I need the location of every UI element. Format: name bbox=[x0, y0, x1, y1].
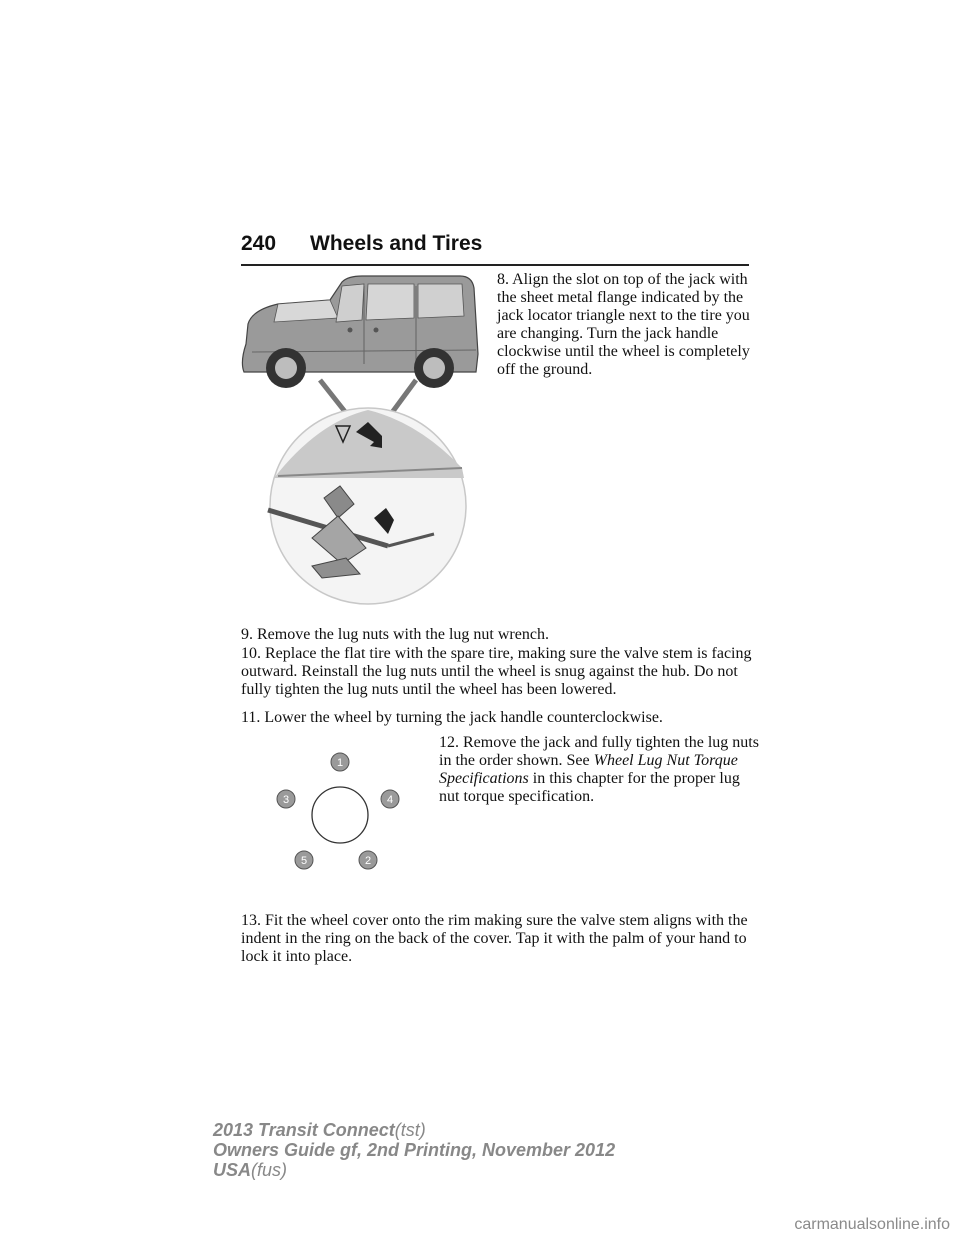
page-number: 240 bbox=[241, 232, 277, 255]
hub-circle bbox=[312, 787, 368, 843]
footer-line-1 bbox=[213, 1120, 615, 1140]
footer-model-code: (tst) bbox=[394, 1120, 426, 1140]
footer-line-3 bbox=[213, 1160, 615, 1180]
lug-nut-4 bbox=[381, 790, 399, 808]
lug-label-3: 3 bbox=[282, 794, 290, 806]
torque-spec-reference: Wheel Lug Nut Torque Specifications bbox=[439, 752, 738, 787]
footer-model: 2013 Transit Connect bbox=[213, 1120, 395, 1140]
step-12-text bbox=[439, 734, 759, 806]
lug-label-1: 1 bbox=[336, 757, 344, 769]
step-13-text: 13. Fit the wheel cover onto the rim making sure the valve stem aligns with the indent in the ring on the back of the cover. Tap it with the palm of your hand to lock it into place. bbox=[241, 912, 748, 965]
step-8-text: 8. Align the slot on top of the jack with the sheet metal flange indicated by the jack locator triangle next to the tire you are changing. Turn the jack handle clockwise until the wheel is completely off the ground. bbox=[497, 271, 750, 378]
lug-nut-3 bbox=[277, 790, 295, 808]
section-title: Wheels and Tires bbox=[310, 232, 483, 255]
footer-guide: Owners Guide gf, 2nd Printing, November 2012 bbox=[213, 1140, 616, 1160]
watermark: carmanualsonline.info bbox=[794, 1216, 950, 1233]
lug-nut-5 bbox=[295, 851, 313, 869]
footer-market-code: (fus) bbox=[251, 1160, 288, 1180]
step-10-text: 10. Replace the flat tire with the spare tire, making sure the valve stem is facing outward. Reinstall the lug nuts until the wheel is snug against the hub. Do not fully tighten the lug nuts until the wheel has been lowered. bbox=[241, 645, 752, 698]
page-header bbox=[241, 230, 749, 266]
document-footer bbox=[213, 1120, 615, 1180]
van-icon bbox=[242, 276, 478, 388]
lug-nut-2 bbox=[359, 851, 377, 869]
step-12-tail: in this chapter for the proper lug nut torque specification. bbox=[439, 770, 740, 805]
step-11-text: 11. Lower the wheel by turning the jack handle counterclockwise. bbox=[241, 709, 663, 726]
lug-nut-1 bbox=[331, 753, 349, 771]
lug-label-4: 4 bbox=[386, 794, 394, 806]
step-9-text: 9. Remove the lug nuts with the lug nut wrench. bbox=[241, 626, 549, 643]
footer-market: USA bbox=[213, 1160, 252, 1180]
lug-label-5: 5 bbox=[300, 855, 308, 867]
van-jack-illustration bbox=[238, 272, 484, 610]
jack-detail-circle bbox=[268, 408, 466, 604]
lug-label-2: 2 bbox=[364, 855, 372, 867]
lug-nut-order-diagram bbox=[262, 740, 420, 890]
step-12-lead: 12. Remove the jack and fully tighten the lug nuts in the order shown. See bbox=[439, 734, 759, 769]
